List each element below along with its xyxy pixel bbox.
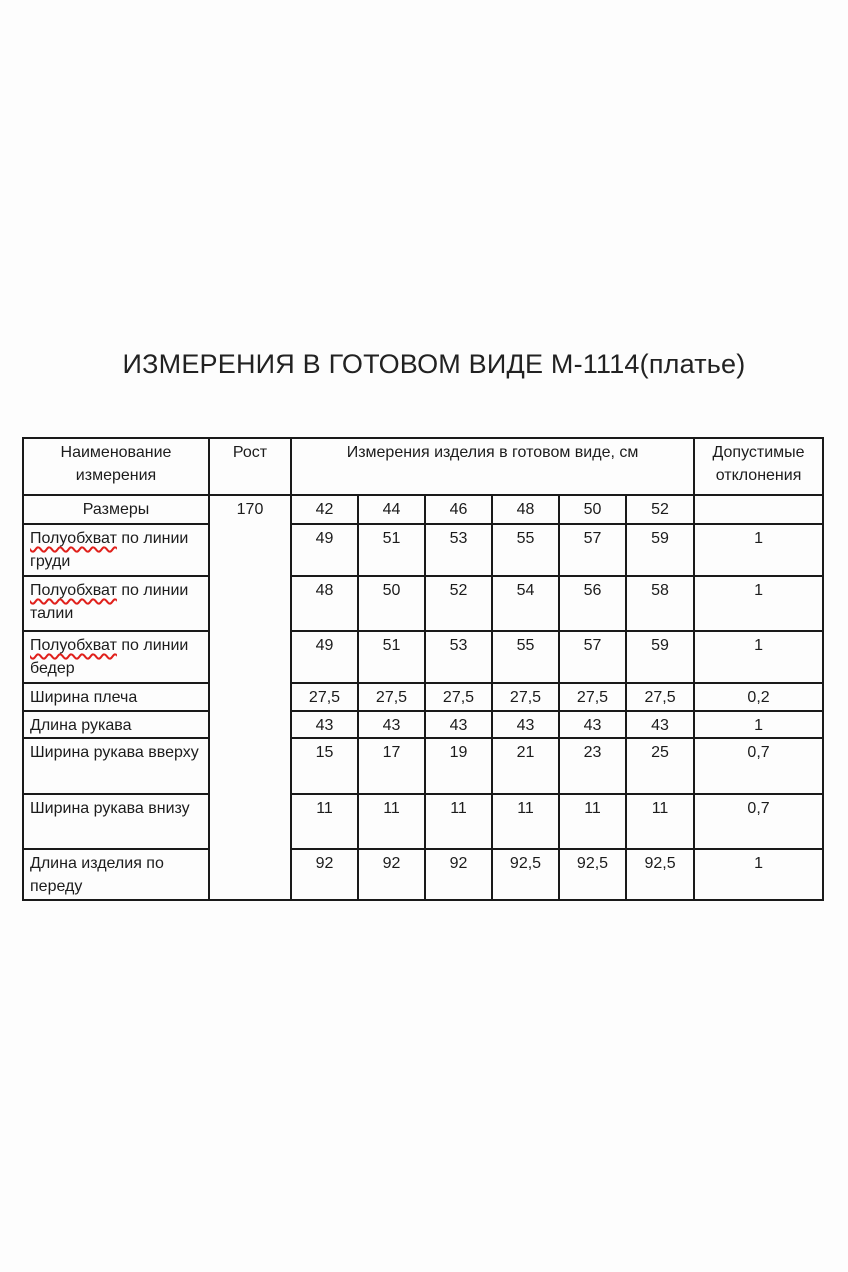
value-cell: 49 — [291, 524, 358, 576]
tolerance-cell: 0,7 — [694, 794, 823, 849]
sizes-row-tolerance — [694, 495, 823, 524]
measurement-name-cell — [23, 711, 209, 738]
sizes-label: Размеры — [23, 495, 209, 524]
size-52: 52 — [626, 495, 694, 524]
value-cell: 51 — [358, 631, 425, 683]
measurement-name: по линии бедер — [30, 637, 189, 678]
size-50: 50 — [559, 495, 626, 524]
value-cell: 27,5 — [425, 683, 492, 711]
tolerance-cell: 1 — [694, 524, 823, 576]
size-44: 44 — [358, 495, 425, 524]
size-46: 46 — [425, 495, 492, 524]
measurement-name: Ширина рукава вверху — [30, 744, 199, 762]
value-cell: 92 — [358, 849, 425, 899]
tolerance-cell: 0,2 — [694, 683, 823, 711]
tolerance-cell: 0,7 — [694, 738, 823, 794]
table-row — [23, 738, 823, 794]
value-cell: 53 — [425, 524, 492, 576]
value-cell: 11 — [626, 794, 694, 849]
misspelled-word: Полуобхват — [30, 582, 117, 599]
value-cell: 27,5 — [559, 683, 626, 711]
value-cell: 23 — [559, 738, 626, 794]
value-cell: 43 — [559, 711, 626, 738]
value-cell: 11 — [358, 794, 425, 849]
value-cell: 43 — [358, 711, 425, 738]
tolerance-cell: 1 — [694, 631, 823, 683]
header-height: Рост — [209, 438, 291, 495]
table-row — [23, 711, 823, 738]
tolerance-cell: 1 — [694, 711, 823, 738]
size-42: 42 — [291, 495, 358, 524]
value-cell: 55 — [492, 524, 559, 576]
value-cell: 56 — [559, 576, 626, 631]
value-cell: 17 — [358, 738, 425, 794]
value-cell: 43 — [425, 711, 492, 738]
value-cell: 92,5 — [626, 849, 694, 899]
value-cell: 92,5 — [492, 849, 559, 899]
value-cell: 11 — [492, 794, 559, 849]
table-row — [23, 524, 823, 576]
value-cell: 51 — [358, 524, 425, 576]
measurement-name-cell — [23, 631, 209, 683]
value-cell: 48 — [291, 576, 358, 631]
measurements-table — [22, 437, 824, 901]
header-measurement-name: Наименование измерения — [23, 438, 209, 495]
value-cell: 19 — [425, 738, 492, 794]
table-row — [23, 576, 823, 631]
header-tolerance: Допустимые отклонения — [694, 438, 823, 495]
height-value-cell: 170 — [209, 495, 291, 900]
table-row — [23, 849, 823, 899]
value-cell: 58 — [626, 576, 694, 631]
measurement-name-cell — [23, 683, 209, 711]
value-cell: 57 — [559, 631, 626, 683]
value-cell: 11 — [291, 794, 358, 849]
value-cell: 21 — [492, 738, 559, 794]
value-cell: 15 — [291, 738, 358, 794]
misspelled-word: Полуобхват — [30, 637, 117, 654]
table-row — [23, 683, 823, 711]
value-cell: 53 — [425, 631, 492, 683]
measurement-name: Ширина рукава внизу — [30, 800, 190, 818]
measurement-name: по линии талии — [30, 582, 189, 623]
measurement-name: Длина рукава — [30, 717, 132, 734]
value-cell: 43 — [291, 711, 358, 738]
measurement-name: по линии груди — [30, 530, 189, 571]
tolerance-cell: 1 — [694, 576, 823, 631]
measurement-name: Длина изделия по переду — [30, 855, 164, 896]
value-cell: 92 — [425, 849, 492, 899]
measurement-name-cell — [23, 738, 209, 794]
table-header-row — [23, 438, 823, 495]
measurement-name-cell — [23, 849, 209, 899]
value-cell: 52 — [425, 576, 492, 631]
header-finished-measurements: Измерения изделия в готовом виде, см — [291, 438, 694, 495]
value-cell: 27,5 — [358, 683, 425, 711]
measurement-name-cell — [23, 524, 209, 576]
value-cell: 27,5 — [492, 683, 559, 711]
value-cell: 55 — [492, 631, 559, 683]
table-row — [23, 631, 823, 683]
measurement-name: Ширина плеча — [30, 689, 138, 706]
tolerance-cell: 1 — [694, 849, 823, 899]
value-cell: 50 — [358, 576, 425, 631]
misspelled-word: Полуобхват — [30, 530, 117, 547]
value-cell: 54 — [492, 576, 559, 631]
table-row — [23, 794, 823, 849]
size-48: 48 — [492, 495, 559, 524]
measurement-name-cell — [23, 794, 209, 849]
value-cell: 92 — [291, 849, 358, 899]
value-cell: 59 — [626, 631, 694, 683]
sizes-row — [23, 495, 823, 524]
value-cell: 43 — [492, 711, 559, 738]
value-cell: 11 — [559, 794, 626, 849]
value-cell: 92,5 — [559, 849, 626, 899]
value-cell: 57 — [559, 524, 626, 576]
value-cell: 27,5 — [626, 683, 694, 711]
value-cell: 11 — [425, 794, 492, 849]
value-cell: 27,5 — [291, 683, 358, 711]
value-cell: 25 — [626, 738, 694, 794]
value-cell: 49 — [291, 631, 358, 683]
value-cell: 43 — [626, 711, 694, 738]
measurement-name-cell — [23, 576, 209, 631]
value-cell: 59 — [626, 524, 694, 576]
page-title: ИЗМЕРЕНИЯ В ГОТОВОМ ВИДЕ М-1114(платье) — [122, 349, 746, 379]
